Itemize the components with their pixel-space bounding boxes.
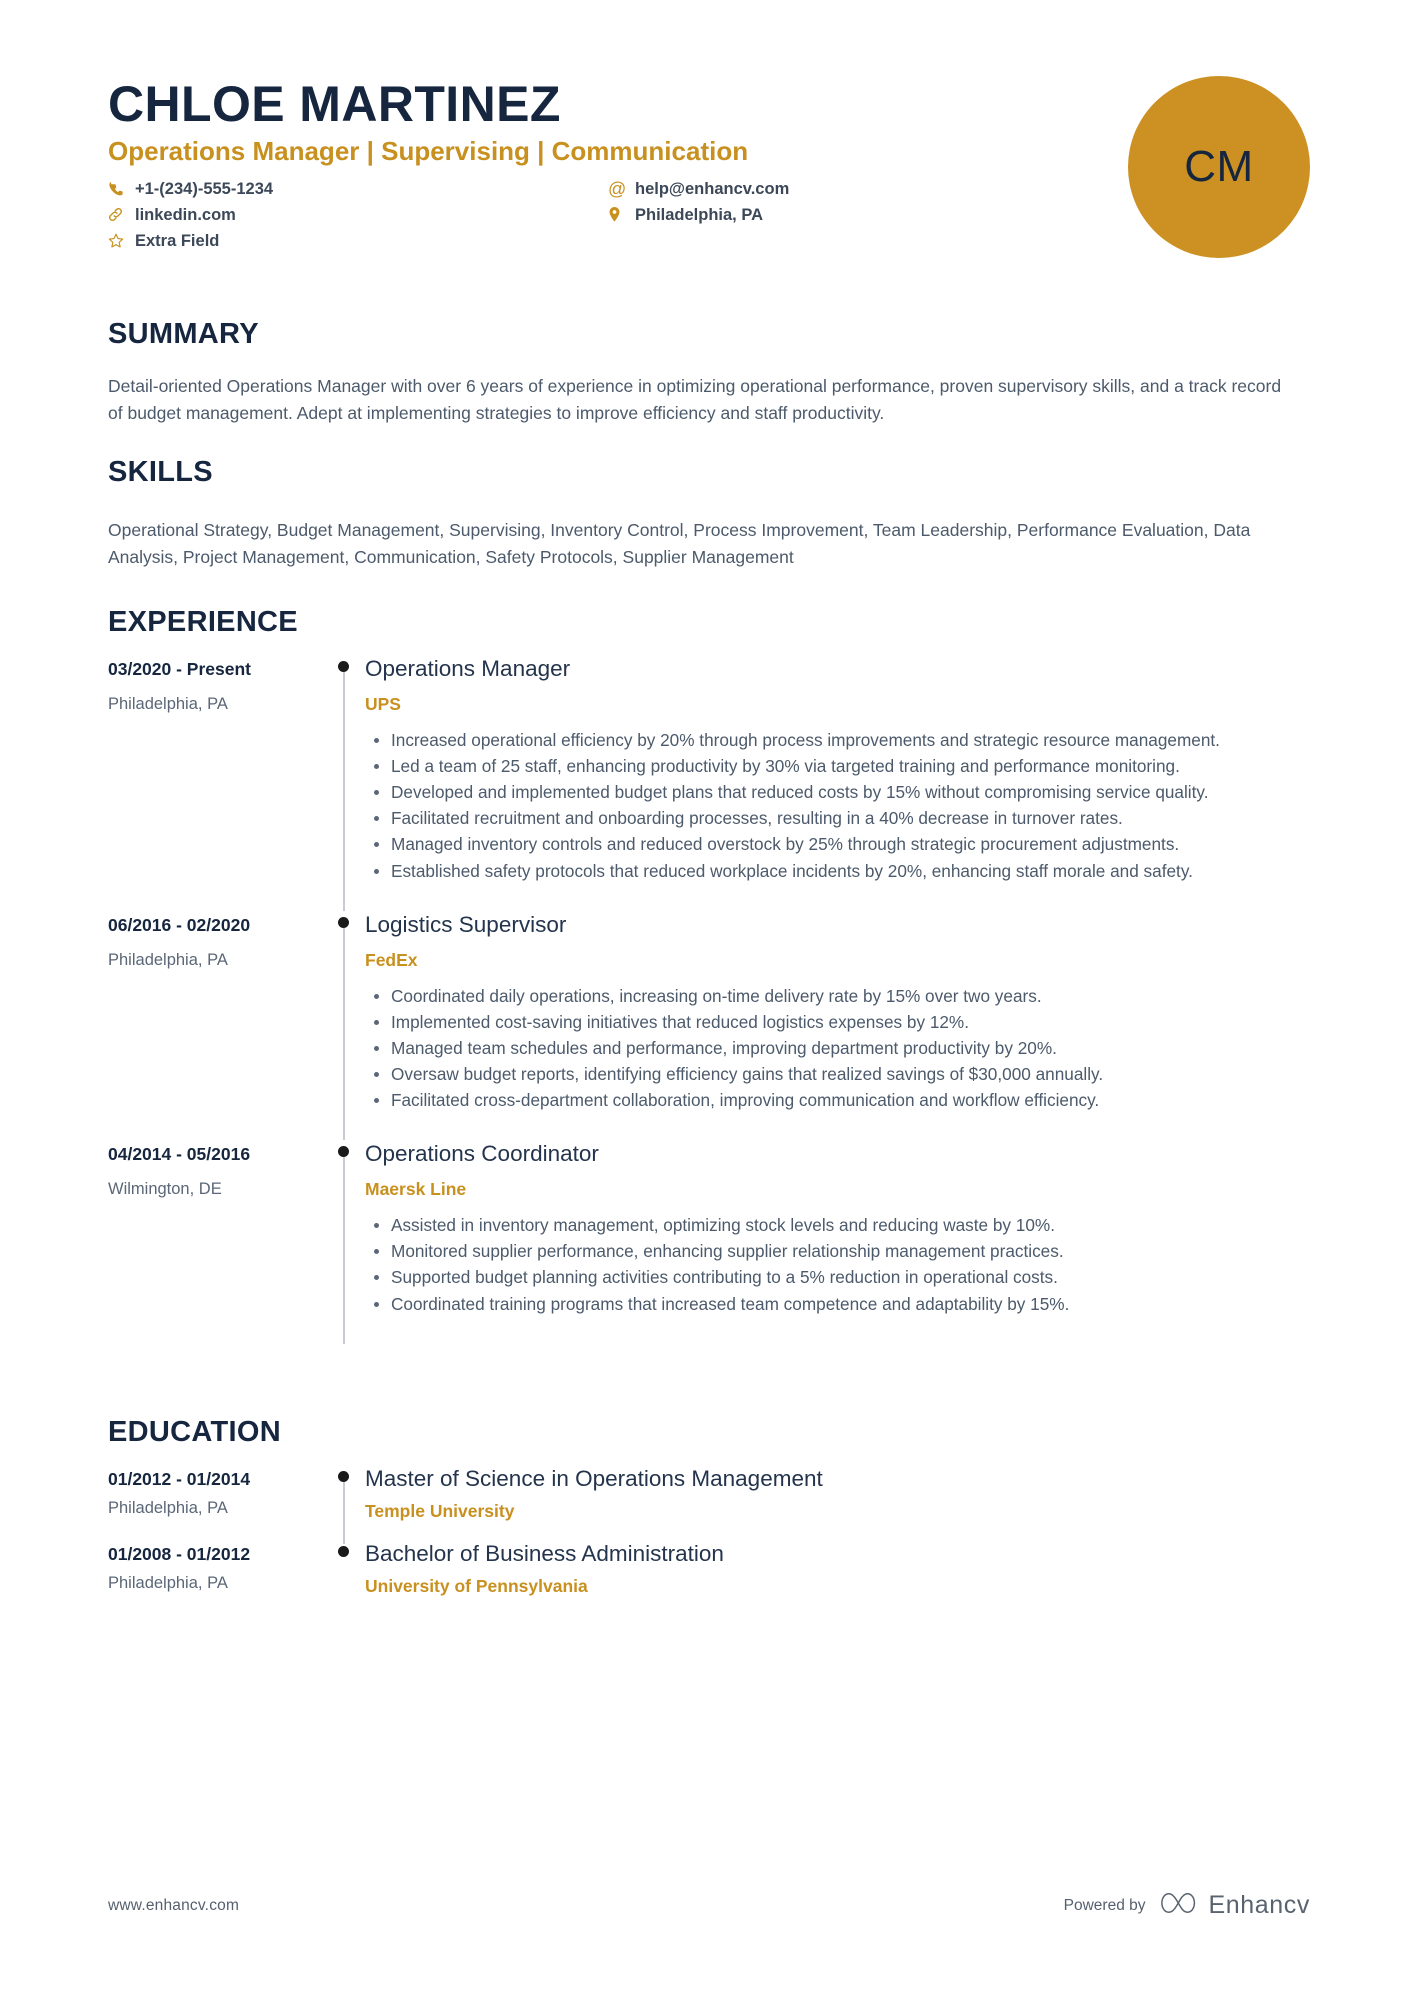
timeline-dot (338, 1146, 349, 1157)
contact-location[interactable] (608, 207, 938, 224)
experience-entry (108, 1140, 1308, 1343)
summary-section (108, 320, 1288, 426)
footer-url[interactable]: www.enhancv.com (108, 1896, 240, 1914)
experience-section-title: EXPERIENCE (108, 606, 298, 638)
contact-extra-field-value: Extra Field (135, 231, 220, 250)
entry-location: Philadelphia, PA (108, 1499, 228, 1517)
avatar (1128, 76, 1310, 258)
entry-location: Philadelphia, PA (108, 950, 228, 969)
entry-bullet: Managed inventory controls and reduced overstock by 25% through strategic procurement adjustments. (391, 832, 1308, 857)
location-pin-icon (608, 207, 628, 223)
timeline-dot (338, 917, 349, 928)
contact-email-value: help@enhancv.com (635, 179, 790, 198)
contact-phone[interactable] (108, 181, 608, 198)
timeline-rail (323, 1540, 365, 1615)
entry-bullet: Monitored supplier performance, enhancing supplier relationship management practices. (391, 1239, 1308, 1264)
entry-meta (108, 1140, 323, 1343)
entry-bullet: Facilitated recruitment and onboarding processes, resulting in a 40% decrease in turnover rates. (391, 806, 1308, 831)
entry-date: 01/2008 - 01/2012 (108, 1544, 251, 1564)
entry-meta (108, 1465, 323, 1540)
entry-date: 03/2020 - Present (108, 659, 252, 679)
timeline-rail (323, 655, 365, 911)
education-entry (108, 1540, 1308, 1615)
timeline-line (343, 1479, 345, 1544)
entry-bullet: Managed team schedules and performance, improving department productivity by 20%. (391, 1036, 1308, 1061)
entry-body (365, 1140, 1308, 1343)
candidate-name: CHLOE MARTINEZ (108, 76, 561, 132)
timeline-line (343, 925, 345, 1141)
entry-bullet: Coordinated daily operations, increasing on-time delivery rate by 15% over two years. (391, 984, 1308, 1009)
entry-title: Operations Manager (365, 656, 571, 681)
entry-bullet: Assisted in inventory management, optimizing stock levels and reducing waste by 10%. (391, 1213, 1308, 1238)
entry-title: Operations Coordinator (365, 1141, 599, 1167)
entry-bullet-list (365, 728, 1308, 884)
link-icon (108, 207, 128, 223)
timeline-dot (338, 1546, 349, 1557)
education-section-title: EDUCATION (108, 1416, 281, 1448)
skills-section-title: SKILLS (108, 456, 213, 488)
entry-body (365, 1465, 1308, 1540)
contact-list (108, 176, 938, 254)
entry-bullet: Established safety protocols that reduced workplace incidents by 20%, enhancing staff morale and safety. (391, 859, 1308, 884)
education-entry-list (108, 1465, 1308, 1615)
skills-section (108, 458, 1288, 570)
brand-name: Enhancv (1208, 1891, 1310, 1919)
entry-body (365, 1540, 1308, 1615)
entry-title: Logistics Supervisor (365, 911, 567, 937)
entry-location: Philadelphia, PA (108, 695, 228, 713)
entry-organization: FedEx (365, 949, 418, 970)
star-icon (108, 233, 128, 249)
summary-text: Detail-oriented Operations Manager with over 6 years of experience in optimizing operational performance, proven supervisory skills, and a track record of budget management. Adept at implementing strategies to improve efficiency and staff productivity. (108, 376, 1282, 423)
entry-title: Master of Science in Operations Management (365, 1466, 823, 1491)
entry-bullet: Supported budget planning activities contributing to a 5% reduction in operational costs. (391, 1265, 1308, 1290)
entry-bullet: Coordinated training programs that increased team competence and adaptability by 15%. (391, 1292, 1308, 1317)
entry-body (365, 655, 1308, 911)
entry-bullet-list (365, 1213, 1308, 1316)
entry-bullet: Oversaw budget reports, identifying efficiency gains that realized savings of $30,000 annually. (391, 1062, 1308, 1087)
entry-location: Wilmington, DE (108, 1180, 222, 1199)
entry-bullet: Implemented cost-saving initiatives that reduced logistics expenses by 12%. (391, 1010, 1308, 1035)
skills-text: Operational Strategy, Budget Management, Supervising, Inventory Control, Process Improvement, Team Leadership, Performance Evaluation, Data Analysis, Project Management, Communication, Safety Protocols, Supplier Management (108, 520, 1251, 567)
entry-bullet: Led a team of 25 staff, enhancing productivity by 30% via targeted training and performance monitoring. (391, 754, 1308, 779)
timeline-rail (323, 1465, 365, 1540)
experience-entry (108, 911, 1308, 1141)
timeline-dot (338, 1471, 349, 1482)
timeline-dot (338, 661, 349, 672)
avatar-initials: CM (1184, 142, 1254, 191)
entry-organization: Temple University (365, 1501, 515, 1521)
education-entry (108, 1465, 1308, 1540)
timeline-line (343, 1154, 345, 1343)
entry-bullet: Increased operational efficiency by 20% through process improvements and strategic resource management. (391, 728, 1308, 753)
entry-organization: University of Pennsylvania (365, 1576, 588, 1596)
education-section (108, 1418, 1308, 1615)
timeline-rail (323, 911, 365, 1141)
page-footer (108, 1890, 1310, 1921)
brand-logo (1160, 1890, 1311, 1921)
email-icon: @ (608, 178, 627, 199)
entry-bullet-list (365, 984, 1308, 1114)
timeline-rail (323, 1140, 365, 1343)
entry-bullet: Facilitated cross-department collaboration, improving communication and workflow efficiency. (391, 1088, 1308, 1113)
experience-entry (108, 655, 1308, 911)
summary-section-title: SUMMARY (108, 318, 259, 350)
footer-branding (1064, 1890, 1310, 1921)
contact-extra-field[interactable] (108, 233, 608, 250)
contact-email[interactable] (608, 178, 938, 199)
phone-icon (108, 181, 128, 197)
entry-bullet: Developed and implemented budget plans that reduced costs by 15% without compromising service quality. (391, 780, 1308, 805)
contact-location-value: Philadelphia, PA (635, 205, 764, 224)
contact-linkedin[interactable] (108, 207, 608, 224)
entry-date: 06/2016 - 02/2020 (108, 914, 251, 935)
entry-organization: Maersk Line (365, 1179, 467, 1200)
entry-meta (108, 1540, 323, 1615)
entry-meta (108, 911, 323, 1141)
entry-title: Bachelor of Business Administration (365, 1541, 724, 1566)
powered-by-label: Powered by (1063, 1896, 1146, 1914)
timeline-line (343, 669, 345, 911)
candidate-headline: Operations Manager | Supervising | Communication (108, 136, 749, 166)
entry-body (365, 911, 1308, 1141)
entry-date: 04/2014 - 05/2016 (108, 1144, 251, 1165)
entry-organization: UPS (365, 694, 401, 714)
contact-phone-value: +1-(234)-555-1234 (135, 179, 274, 198)
entry-meta (108, 655, 323, 911)
enhancv-mark-icon (1160, 1890, 1200, 1921)
entry-location: Philadelphia, PA (108, 1574, 228, 1592)
contact-linkedin-value: linkedin.com (135, 205, 236, 224)
experience-section (108, 608, 1308, 1344)
experience-entry-list (108, 655, 1308, 1344)
entry-date: 01/2012 - 01/2014 (108, 1469, 251, 1489)
